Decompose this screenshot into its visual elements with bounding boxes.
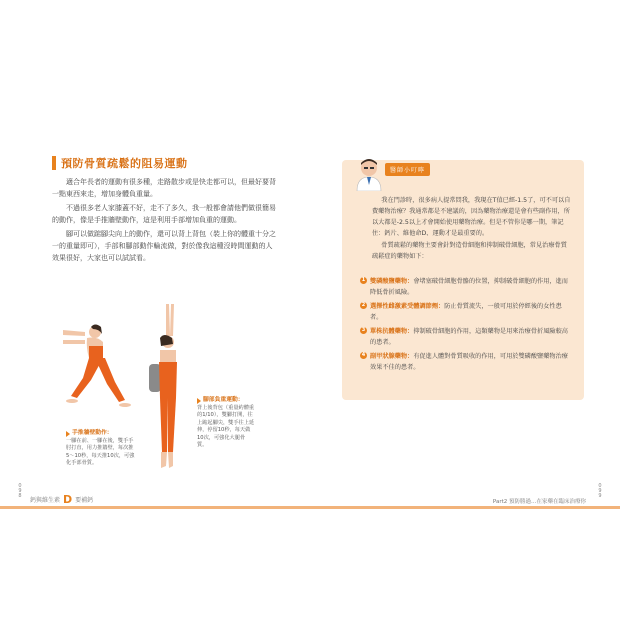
footer-left-chip: 要補鈣 [75,497,94,504]
list-number: 3 [361,327,366,333]
section-title [52,155,188,171]
page-number-right: 0 9 9 [598,483,602,499]
medication-desc: 抑制破骨細胞的作用，這類藥物是用來治療骨折風險較高的患者。 [370,328,568,346]
callout-tiptoe-title: 腳部負重運動： [203,397,244,403]
doctor-avatar-icon [352,155,386,191]
paragraph-1: 適合年長者的運動有很多種，走路散步或是快走都可以，但最好要背一點東西來走，增加身體負重量。 [52,178,276,198]
list-number: 2 [361,302,366,308]
tiptoe-backpack-illustration [146,302,194,472]
triangle-icon [197,398,201,404]
callout-wall-push-title: 手推牆壁動作： [72,430,113,436]
medication-desc: 防止骨質流失，一般可用於停經後的女性患者。 [370,303,562,321]
doctor-tip-label: 醫師小叮嚀 [385,163,430,176]
footer-left-letter: D [63,493,73,506]
medication-desc: 會堵塞破骨細胞骨骼的位置，抑制破骨細胞的作用，進而降低骨折風險。 [370,278,568,296]
medication-name: 單株抗體藥物： [370,328,414,335]
medication-name: 副甲狀腺藥物： [370,353,414,360]
footer-left-label: 鈣與維生素 [30,497,61,504]
medication-name: 雙磷酸鹽藥物： [370,278,414,285]
list-number: 4 [361,352,366,358]
medication-desc: 有促進人體對骨質吸收的作用，可用於雙磷酸鹽藥物治療效果不佳的患者。 [370,353,568,371]
wall-push-illustration [55,318,140,416]
doctor-tip-intro [372,195,572,263]
list-item [360,301,574,323]
page-number-left: 0 9 8 [18,483,22,499]
callout-tiptoe-body: 背上後背包（重量約體重的1/10），雙腳打開，往上踮起腳尖，雙手往上延伸，停留10秒，每天做10次，可強化大腿骨質。 [197,404,255,448]
callout-tiptoe [197,397,255,450]
callout-wall-push-title-row [66,430,136,438]
list-item [360,276,574,298]
medication-list [360,276,574,376]
callout-wall-push-body: 一腳在前、一腳在後，雙手手肘打直，用力推牆壁，每次推5～10秒，每天推10次，可強化手部骨質。 [66,437,135,466]
doctor-tip-paragraph-2: 骨質疏鬆的藥物主要會針對造骨細胞和抑制破骨細胞，常見治療骨質疏鬆症的藥物如下： [372,242,567,260]
paragraph-3: 腳可以做踮腳尖向上的動作，還可以背上背包（裝上你的體重十分之一的重量即可），手部和腳部動作輪流做，對於像我這種沒時間運動的人效果很好，大家也可以試試看。 [52,230,276,262]
list-item [360,351,574,373]
medication-name: 選擇性雌激素受體調節劑： [370,303,445,310]
section-title-bar [52,156,56,170]
callout-wall-push [66,430,136,468]
footer-rule [0,506,620,509]
footer-right-label: Part2 預防勝過…在家藥在臨床治療你 [492,499,586,505]
triangle-icon [66,431,70,437]
paragraph-2: 不過很多老人家膝蓋不好，走不了多久，我一般都會請他們做很簡易的動作，像是手推牆壁動作，這是利用手部增加負重的運動。 [52,204,276,224]
list-number: 1 [361,277,366,283]
footer-left [30,493,93,506]
body-text [52,176,277,266]
section-title-text: 預防骨質疏鬆的阻易運動 [61,157,188,170]
callout-tiptoe-title-row [197,397,255,405]
list-item [360,326,574,348]
doctor-tip-paragraph-1: 我在門診時，很多病人提常問我，我現在T值已經-1.5了，可不可以自費藥物治療？我通常都是不建議的，因為藥物治療還是會有些副作用，所以大都是-2.5以上才會開始使用藥物治療。但是不管你是哪一期，筆記住：鈣片、維他命D、運動才是最重要的。 [372,197,571,237]
